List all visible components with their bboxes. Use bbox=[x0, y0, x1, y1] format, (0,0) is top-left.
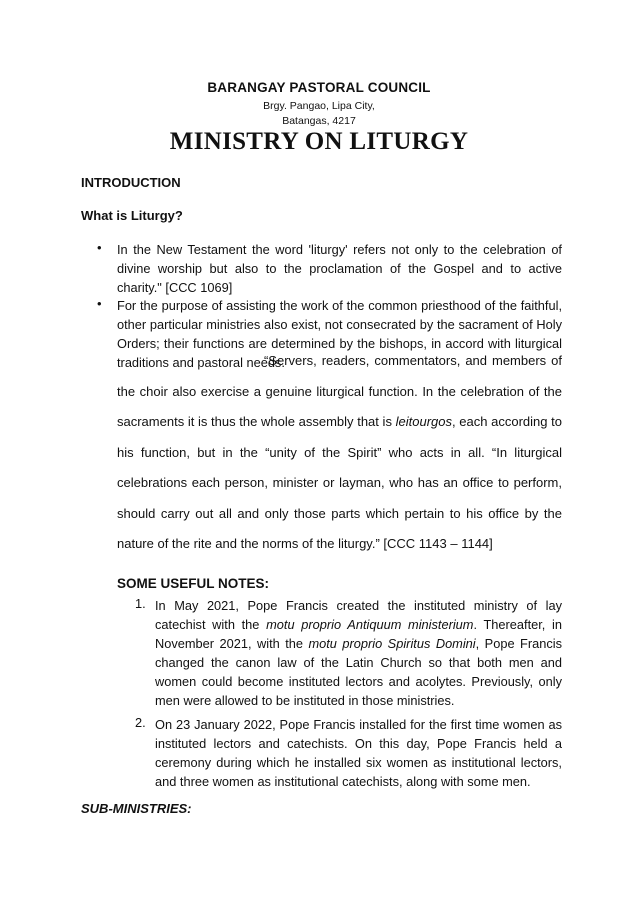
council-name: BARANGAY PASTORAL COUNCIL bbox=[207, 80, 431, 95]
list-number: 1. bbox=[135, 596, 146, 611]
what-is-liturgy-heading: What is Liturgy? bbox=[81, 208, 183, 223]
sub-ministries-heading: SUB-MINISTRIES: bbox=[81, 801, 192, 816]
document-title: MINISTRY ON LITURGY bbox=[169, 128, 469, 155]
bullet2-quote-a: “Servers, readers, commentators, and members of the choir also exercise a genuine liturgical function. In the celebration of the sacraments it is thus the whole assembly that is bbox=[117, 353, 562, 429]
note1-italic-1: motu proprio Antiquum ministerium bbox=[266, 617, 474, 632]
bullet-icon: • bbox=[97, 296, 102, 311]
note-item-2: On 23 January 2022, Pope Francis installed for the first time women as instituted lectors and catechists. On this day, Pope Francis held a ceremony during which he installed six women as institutional lectors, and three women as institutional catechists, along with some men. bbox=[155, 717, 562, 789]
bullet-icon: • bbox=[97, 240, 102, 255]
address-line-1: Brgy. Pangao, Lipa City, bbox=[263, 100, 375, 112]
note1-text-c: , Pope Francis changed the canon law of the Latin Church so that both men and women could become instituted lectors and acolytes. Previously, only men were allowed to be instituted in those ministries. bbox=[155, 636, 562, 708]
list-number: 2. bbox=[135, 715, 146, 730]
bullet2-text: For the purpose of assisting the work of the common priesthood of the faithful, other particular ministries also exist, not consecrated by the sacrament of Holy Orders; their functions are determined by the bishops, in accord with liturgical traditions and pastoral needs. bbox=[117, 298, 562, 370]
note1-italic-2: motu proprio Spiritus Domini bbox=[308, 636, 476, 651]
note-item-1 bbox=[155, 596, 562, 710]
note1-text-a: In May 2021, Pope Francis created the instituted ministry of lay catechist with the bbox=[155, 598, 562, 632]
address-line-2: Batangas, 4217 bbox=[282, 115, 356, 127]
bullet-paragraph-1: In the New Testament the word 'liturgy' refers not only to the celebration of divine worship but also to the proclamation of the Gospel and to active charity." [CCC 1069] bbox=[117, 242, 562, 295]
bullet2-reference: [CCC 1143 – 1144] bbox=[379, 536, 493, 551]
useful-notes-heading: SOME USEFUL NOTES: bbox=[117, 576, 270, 591]
bullet2-italic: leitourgos bbox=[395, 414, 452, 429]
bullet-paragraph-2-quote bbox=[117, 346, 562, 560]
introduction-heading: INTRODUCTION bbox=[81, 175, 181, 190]
bullet2-quote-b: , each according to his function, but in the “unity of the Spirit” who acts in all. “In liturgical celebrations each person, minister or layman, who has an office to perform, should carry out all and only those parts which pertain to his office by the nature of the rite and the norms of the liturgy.” bbox=[117, 414, 562, 551]
note1-text-b: . Thereafter, in November 2021, with the bbox=[155, 617, 563, 651]
